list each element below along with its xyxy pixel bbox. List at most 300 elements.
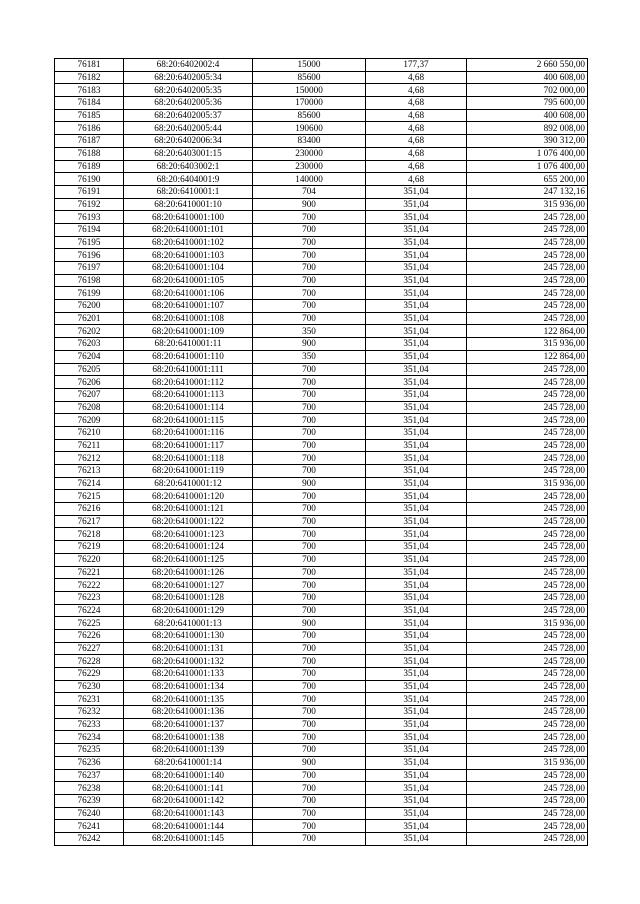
rate-cell: 351,04 xyxy=(366,782,467,795)
row-number-cell: 76227 xyxy=(55,642,124,655)
row-number-cell: 76240 xyxy=(55,807,124,820)
value-cell: 245 728,00 xyxy=(467,262,588,275)
cadastral-number-cell: 68:20:6410001:116 xyxy=(124,426,253,439)
row-number-cell: 76238 xyxy=(55,782,124,795)
rate-cell: 351,04 xyxy=(366,426,467,439)
cadastral-number-cell: 68:20:6410001:10 xyxy=(124,198,253,211)
row-number-cell: 76213 xyxy=(55,465,124,478)
row-number-cell: 76196 xyxy=(55,249,124,262)
rate-cell: 4,68 xyxy=(366,135,467,148)
area-cell: 700 xyxy=(253,591,366,604)
table-row xyxy=(55,109,588,122)
cadastral-value-table xyxy=(54,58,588,846)
row-number-cell: 76215 xyxy=(55,490,124,503)
table-row xyxy=(55,832,588,845)
value-cell: 245 728,00 xyxy=(467,300,588,313)
row-number-cell: 76214 xyxy=(55,477,124,490)
rate-cell: 351,04 xyxy=(366,325,467,338)
area-cell: 15000 xyxy=(253,59,366,72)
area-cell: 700 xyxy=(253,820,366,833)
rate-cell: 351,04 xyxy=(366,668,467,681)
value-cell: 245 728,00 xyxy=(467,541,588,554)
row-number-cell: 76199 xyxy=(55,287,124,300)
row-number-cell: 76228 xyxy=(55,655,124,668)
value-cell: 245 728,00 xyxy=(467,807,588,820)
area-cell: 700 xyxy=(253,794,366,807)
area-cell: 700 xyxy=(253,731,366,744)
row-number-cell: 76232 xyxy=(55,706,124,719)
row-number-cell: 76186 xyxy=(55,122,124,135)
area-cell: 700 xyxy=(253,655,366,668)
cadastral-number-cell: 68:20:6410001:109 xyxy=(124,325,253,338)
area-cell: 700 xyxy=(253,401,366,414)
cadastral-number-cell: 68:20:6410001:129 xyxy=(124,604,253,617)
row-number-cell: 76222 xyxy=(55,579,124,592)
area-cell: 900 xyxy=(253,338,366,351)
row-number-cell: 76190 xyxy=(55,173,124,186)
table-row xyxy=(55,376,588,389)
rate-cell: 351,04 xyxy=(366,452,467,465)
area-cell: 700 xyxy=(253,642,366,655)
table-row xyxy=(55,122,588,135)
table-row xyxy=(55,617,588,630)
area-cell: 140000 xyxy=(253,173,366,186)
table-row xyxy=(55,287,588,300)
rate-cell: 351,04 xyxy=(366,718,467,731)
table-row xyxy=(55,553,588,566)
cadastral-number-cell: 68:20:6410001:12 xyxy=(124,477,253,490)
rate-cell: 4,68 xyxy=(366,71,467,84)
table-row xyxy=(55,135,588,148)
area-cell: 700 xyxy=(253,629,366,642)
area-cell: 700 xyxy=(253,236,366,249)
value-cell: 245 728,00 xyxy=(467,680,588,693)
cadastral-number-cell: 68:20:6410001:120 xyxy=(124,490,253,503)
row-number-cell: 76207 xyxy=(55,388,124,401)
value-cell: 245 728,00 xyxy=(467,211,588,224)
rate-cell: 351,04 xyxy=(366,287,467,300)
value-cell: 245 728,00 xyxy=(467,591,588,604)
table-row xyxy=(55,604,588,617)
table-row xyxy=(55,426,588,439)
cadastral-number-cell: 68:20:6410001:127 xyxy=(124,579,253,592)
row-number-cell: 76183 xyxy=(55,84,124,97)
table-row xyxy=(55,439,588,452)
cadastral-number-cell: 68:20:6402006:34 xyxy=(124,135,253,148)
table-row xyxy=(55,668,588,681)
rate-cell: 351,04 xyxy=(366,477,467,490)
value-cell: 315 936,00 xyxy=(467,198,588,211)
area-cell: 700 xyxy=(253,211,366,224)
table-row xyxy=(55,655,588,668)
rate-cell: 351,04 xyxy=(366,198,467,211)
rate-cell: 4,68 xyxy=(366,109,467,122)
cadastral-number-cell: 68:20:6410001:131 xyxy=(124,642,253,655)
value-cell: 245 728,00 xyxy=(467,668,588,681)
cadastral-number-cell: 68:20:6402005:37 xyxy=(124,109,253,122)
table-row xyxy=(55,452,588,465)
table-row xyxy=(55,274,588,287)
rate-cell: 351,04 xyxy=(366,376,467,389)
cadastral-number-cell: 68:20:6410001:144 xyxy=(124,820,253,833)
cadastral-number-cell: 68:20:6410001:126 xyxy=(124,566,253,579)
row-number-cell: 76187 xyxy=(55,135,124,148)
row-number-cell: 76194 xyxy=(55,223,124,236)
area-cell: 190600 xyxy=(253,122,366,135)
row-number-cell: 76218 xyxy=(55,528,124,541)
table-row xyxy=(55,718,588,731)
rate-cell: 351,04 xyxy=(366,693,467,706)
value-cell: 315 936,00 xyxy=(467,477,588,490)
table-row xyxy=(55,185,588,198)
area-cell: 700 xyxy=(253,566,366,579)
table-row xyxy=(55,236,588,249)
table-row xyxy=(55,312,588,325)
row-number-cell: 76198 xyxy=(55,274,124,287)
value-cell: 245 728,00 xyxy=(467,236,588,249)
row-number-cell: 76216 xyxy=(55,503,124,516)
row-number-cell: 76225 xyxy=(55,617,124,630)
row-number-cell: 76242 xyxy=(55,832,124,845)
area-cell: 350 xyxy=(253,325,366,338)
table-row xyxy=(55,414,588,427)
value-cell: 245 728,00 xyxy=(467,579,588,592)
table-row xyxy=(55,401,588,414)
value-cell: 2 660 550,00 xyxy=(467,59,588,72)
area-cell: 700 xyxy=(253,274,366,287)
area-cell: 700 xyxy=(253,490,366,503)
rate-cell: 351,04 xyxy=(366,363,467,376)
value-cell: 795 600,00 xyxy=(467,97,588,110)
value-cell: 245 728,00 xyxy=(467,312,588,325)
row-number-cell: 76189 xyxy=(55,160,124,173)
area-cell: 150000 xyxy=(253,84,366,97)
cadastral-number-cell: 68:20:6410001:101 xyxy=(124,223,253,236)
table-row xyxy=(55,160,588,173)
rate-cell: 351,04 xyxy=(366,185,467,198)
value-cell: 315 936,00 xyxy=(467,617,588,630)
value-cell: 245 728,00 xyxy=(467,490,588,503)
cadastral-number-cell: 68:20:6410001:100 xyxy=(124,211,253,224)
row-number-cell: 76197 xyxy=(55,262,124,275)
cadastral-number-cell: 68:20:6410001:1 xyxy=(124,185,253,198)
table-row xyxy=(55,693,588,706)
table-row xyxy=(55,211,588,224)
cadastral-number-cell: 68:20:6404001:9 xyxy=(124,173,253,186)
row-number-cell: 76224 xyxy=(55,604,124,617)
area-cell: 700 xyxy=(253,300,366,313)
row-number-cell: 76182 xyxy=(55,71,124,84)
value-cell: 245 728,00 xyxy=(467,718,588,731)
table-row xyxy=(55,807,588,820)
value-cell: 122 864,00 xyxy=(467,325,588,338)
rate-cell: 351,04 xyxy=(366,338,467,351)
rate-cell: 351,04 xyxy=(366,617,467,630)
cadastral-number-cell: 68:20:6410001:113 xyxy=(124,388,253,401)
value-cell: 1 076 400,00 xyxy=(467,160,588,173)
table-row xyxy=(55,71,588,84)
row-number-cell: 76209 xyxy=(55,414,124,427)
rate-cell: 351,04 xyxy=(366,490,467,503)
cadastral-number-cell: 68:20:6410001:125 xyxy=(124,553,253,566)
cadastral-number-cell: 68:20:6410001:102 xyxy=(124,236,253,249)
rate-cell: 4,68 xyxy=(366,97,467,110)
cadastral-number-cell: 68:20:6410001:142 xyxy=(124,794,253,807)
cadastral-number-cell: 68:20:6410001:123 xyxy=(124,528,253,541)
table-row xyxy=(55,756,588,769)
cadastral-number-cell: 68:20:6402005:35 xyxy=(124,84,253,97)
table-row xyxy=(55,173,588,186)
row-number-cell: 76211 xyxy=(55,439,124,452)
cadastral-number-cell: 68:20:6410001:112 xyxy=(124,376,253,389)
table-row xyxy=(55,388,588,401)
area-cell: 700 xyxy=(253,223,366,236)
table-row xyxy=(55,642,588,655)
value-cell: 1 076 400,00 xyxy=(467,147,588,160)
rate-cell: 351,04 xyxy=(366,769,467,782)
row-number-cell: 76210 xyxy=(55,426,124,439)
value-cell: 702 000,00 xyxy=(467,84,588,97)
value-cell: 245 728,00 xyxy=(467,642,588,655)
row-number-cell: 76212 xyxy=(55,452,124,465)
cadastral-number-cell: 68:20:6410001:121 xyxy=(124,503,253,516)
area-cell: 900 xyxy=(253,198,366,211)
area-cell: 700 xyxy=(253,465,366,478)
cadastral-number-cell: 68:20:6410001:134 xyxy=(124,680,253,693)
cadastral-number-cell: 68:20:6402005:36 xyxy=(124,97,253,110)
row-number-cell: 76220 xyxy=(55,553,124,566)
row-number-cell: 76200 xyxy=(55,300,124,313)
value-cell: 245 728,00 xyxy=(467,604,588,617)
area-cell: 230000 xyxy=(253,147,366,160)
cadastral-number-cell: 68:20:6410001:130 xyxy=(124,629,253,642)
cadastral-number-cell: 68:20:6410001:115 xyxy=(124,414,253,427)
value-cell: 245 728,00 xyxy=(467,731,588,744)
area-cell: 700 xyxy=(253,503,366,516)
table-row xyxy=(55,503,588,516)
table-row xyxy=(55,566,588,579)
table-row xyxy=(55,541,588,554)
area-cell: 700 xyxy=(253,287,366,300)
value-cell: 245 728,00 xyxy=(467,794,588,807)
row-number-cell: 76181 xyxy=(55,59,124,72)
value-cell: 245 728,00 xyxy=(467,426,588,439)
area-cell: 700 xyxy=(253,604,366,617)
area-cell: 700 xyxy=(253,452,366,465)
table-row xyxy=(55,591,588,604)
value-cell: 245 728,00 xyxy=(467,832,588,845)
table-row xyxy=(55,477,588,490)
row-number-cell: 76226 xyxy=(55,629,124,642)
row-number-cell: 76202 xyxy=(55,325,124,338)
rate-cell: 351,04 xyxy=(366,566,467,579)
value-cell: 315 936,00 xyxy=(467,756,588,769)
row-number-cell: 76201 xyxy=(55,312,124,325)
cadastral-number-cell: 68:20:6410001:104 xyxy=(124,262,253,275)
area-cell: 900 xyxy=(253,477,366,490)
cadastral-number-cell: 68:20:6410001:111 xyxy=(124,363,253,376)
area-cell: 700 xyxy=(253,718,366,731)
rate-cell: 351,04 xyxy=(366,249,467,262)
table-row xyxy=(55,198,588,211)
value-cell: 245 728,00 xyxy=(467,223,588,236)
rate-cell: 351,04 xyxy=(366,731,467,744)
rate-cell: 351,04 xyxy=(366,236,467,249)
area-cell: 700 xyxy=(253,782,366,795)
row-number-cell: 76223 xyxy=(55,591,124,604)
area-cell: 700 xyxy=(253,680,366,693)
table-row xyxy=(55,629,588,642)
rate-cell: 351,04 xyxy=(366,655,467,668)
table-row xyxy=(55,515,588,528)
value-cell: 245 728,00 xyxy=(467,465,588,478)
value-cell: 245 728,00 xyxy=(467,655,588,668)
area-cell: 700 xyxy=(253,439,366,452)
row-number-cell: 76193 xyxy=(55,211,124,224)
area-cell: 700 xyxy=(253,363,366,376)
rate-cell: 4,68 xyxy=(366,160,467,173)
cadastral-number-cell: 68:20:6410001:128 xyxy=(124,591,253,604)
rate-cell: 4,68 xyxy=(366,122,467,135)
area-cell: 700 xyxy=(253,541,366,554)
value-cell: 245 728,00 xyxy=(467,452,588,465)
table-row xyxy=(55,338,588,351)
cadastral-number-cell: 68:20:6410001:140 xyxy=(124,769,253,782)
value-cell: 390 312,00 xyxy=(467,135,588,148)
area-cell: 700 xyxy=(253,579,366,592)
area-cell: 170000 xyxy=(253,97,366,110)
row-number-cell: 76234 xyxy=(55,731,124,744)
area-cell: 700 xyxy=(253,668,366,681)
value-cell: 245 728,00 xyxy=(467,769,588,782)
table-row xyxy=(55,794,588,807)
value-cell: 892 008,00 xyxy=(467,122,588,135)
cadastral-number-cell: 68:20:6402005:44 xyxy=(124,122,253,135)
cadastral-number-cell: 68:20:6410001:145 xyxy=(124,832,253,845)
row-number-cell: 76205 xyxy=(55,363,124,376)
cadastral-number-cell: 68:20:6402005:34 xyxy=(124,71,253,84)
value-cell: 245 728,00 xyxy=(467,388,588,401)
area-cell: 700 xyxy=(253,807,366,820)
cadastral-number-cell: 68:20:6402002:4 xyxy=(124,59,253,72)
rate-cell: 351,04 xyxy=(366,401,467,414)
rate-cell: 351,04 xyxy=(366,807,467,820)
row-number-cell: 76241 xyxy=(55,820,124,833)
area-cell: 700 xyxy=(253,376,366,389)
table-row xyxy=(55,84,588,97)
value-cell: 245 728,00 xyxy=(467,566,588,579)
cadastral-number-cell: 68:20:6410001:141 xyxy=(124,782,253,795)
rate-cell: 351,04 xyxy=(366,744,467,757)
cadastral-number-cell: 68:20:6410001:107 xyxy=(124,300,253,313)
rate-cell: 351,04 xyxy=(366,414,467,427)
area-cell: 704 xyxy=(253,185,366,198)
rate-cell: 351,04 xyxy=(366,274,467,287)
area-cell: 900 xyxy=(253,617,366,630)
area-cell: 700 xyxy=(253,388,366,401)
area-cell: 83400 xyxy=(253,135,366,148)
cadastral-number-cell: 68:20:6410001:105 xyxy=(124,274,253,287)
cadastral-number-cell: 68:20:6410001:136 xyxy=(124,706,253,719)
cadastral-number-cell: 68:20:6410001:135 xyxy=(124,693,253,706)
cadastral-number-cell: 68:20:6410001:133 xyxy=(124,668,253,681)
table-row xyxy=(55,465,588,478)
area-cell: 85600 xyxy=(253,109,366,122)
rate-cell: 351,04 xyxy=(366,515,467,528)
value-cell: 245 728,00 xyxy=(467,249,588,262)
table-row xyxy=(55,249,588,262)
rate-cell: 351,04 xyxy=(366,756,467,769)
area-cell: 700 xyxy=(253,249,366,262)
row-number-cell: 76231 xyxy=(55,693,124,706)
area-cell: 700 xyxy=(253,528,366,541)
rate-cell: 351,04 xyxy=(366,528,467,541)
cadastral-number-cell: 68:20:6410001:132 xyxy=(124,655,253,668)
rate-cell: 351,04 xyxy=(366,832,467,845)
rate-cell: 351,04 xyxy=(366,794,467,807)
cadastral-number-cell: 68:20:6410001:138 xyxy=(124,731,253,744)
table-row xyxy=(55,59,588,72)
cadastral-number-cell: 68:20:6410001:124 xyxy=(124,541,253,554)
value-cell: 655 200,00 xyxy=(467,173,588,186)
value-cell: 400 608,00 xyxy=(467,71,588,84)
value-cell: 245 728,00 xyxy=(467,414,588,427)
cadastral-number-cell: 68:20:6410001:139 xyxy=(124,744,253,757)
row-number-cell: 76239 xyxy=(55,794,124,807)
cadastral-number-cell: 68:20:6410001:137 xyxy=(124,718,253,731)
rate-cell: 351,04 xyxy=(366,262,467,275)
value-cell: 315 936,00 xyxy=(467,338,588,351)
rate-cell: 351,04 xyxy=(366,820,467,833)
cadastral-number-cell: 68:20:6410001:119 xyxy=(124,465,253,478)
cadastral-number-cell: 68:20:6403002:1 xyxy=(124,160,253,173)
rate-cell: 351,04 xyxy=(366,591,467,604)
rate-cell: 4,68 xyxy=(366,84,467,97)
area-cell: 700 xyxy=(253,706,366,719)
area-cell: 700 xyxy=(253,769,366,782)
value-cell: 122 864,00 xyxy=(467,350,588,363)
row-number-cell: 76235 xyxy=(55,744,124,757)
rate-cell: 351,04 xyxy=(366,706,467,719)
cadastral-number-cell: 68:20:6410001:108 xyxy=(124,312,253,325)
area-cell: 230000 xyxy=(253,160,366,173)
table-row xyxy=(55,680,588,693)
rate-cell: 351,04 xyxy=(366,579,467,592)
area-cell: 700 xyxy=(253,553,366,566)
value-cell: 245 728,00 xyxy=(467,693,588,706)
table-row xyxy=(55,744,588,757)
area-cell: 700 xyxy=(253,744,366,757)
table-row xyxy=(55,528,588,541)
area-cell: 350 xyxy=(253,350,366,363)
table-row xyxy=(55,731,588,744)
rate-cell: 351,04 xyxy=(366,503,467,516)
row-number-cell: 76204 xyxy=(55,350,124,363)
value-cell: 400 608,00 xyxy=(467,109,588,122)
cadastral-number-cell: 68:20:6410001:143 xyxy=(124,807,253,820)
rate-cell: 351,04 xyxy=(366,350,467,363)
rate-cell: 177,37 xyxy=(366,59,467,72)
cadastral-number-cell: 68:20:6410001:11 xyxy=(124,338,253,351)
area-cell: 700 xyxy=(253,262,366,275)
value-cell: 245 728,00 xyxy=(467,515,588,528)
row-number-cell: 76184 xyxy=(55,97,124,110)
cadastral-number-cell: 68:20:6410001:110 xyxy=(124,350,253,363)
value-cell: 245 728,00 xyxy=(467,401,588,414)
row-number-cell: 76236 xyxy=(55,756,124,769)
value-cell: 245 728,00 xyxy=(467,528,588,541)
value-cell: 245 728,00 xyxy=(467,376,588,389)
